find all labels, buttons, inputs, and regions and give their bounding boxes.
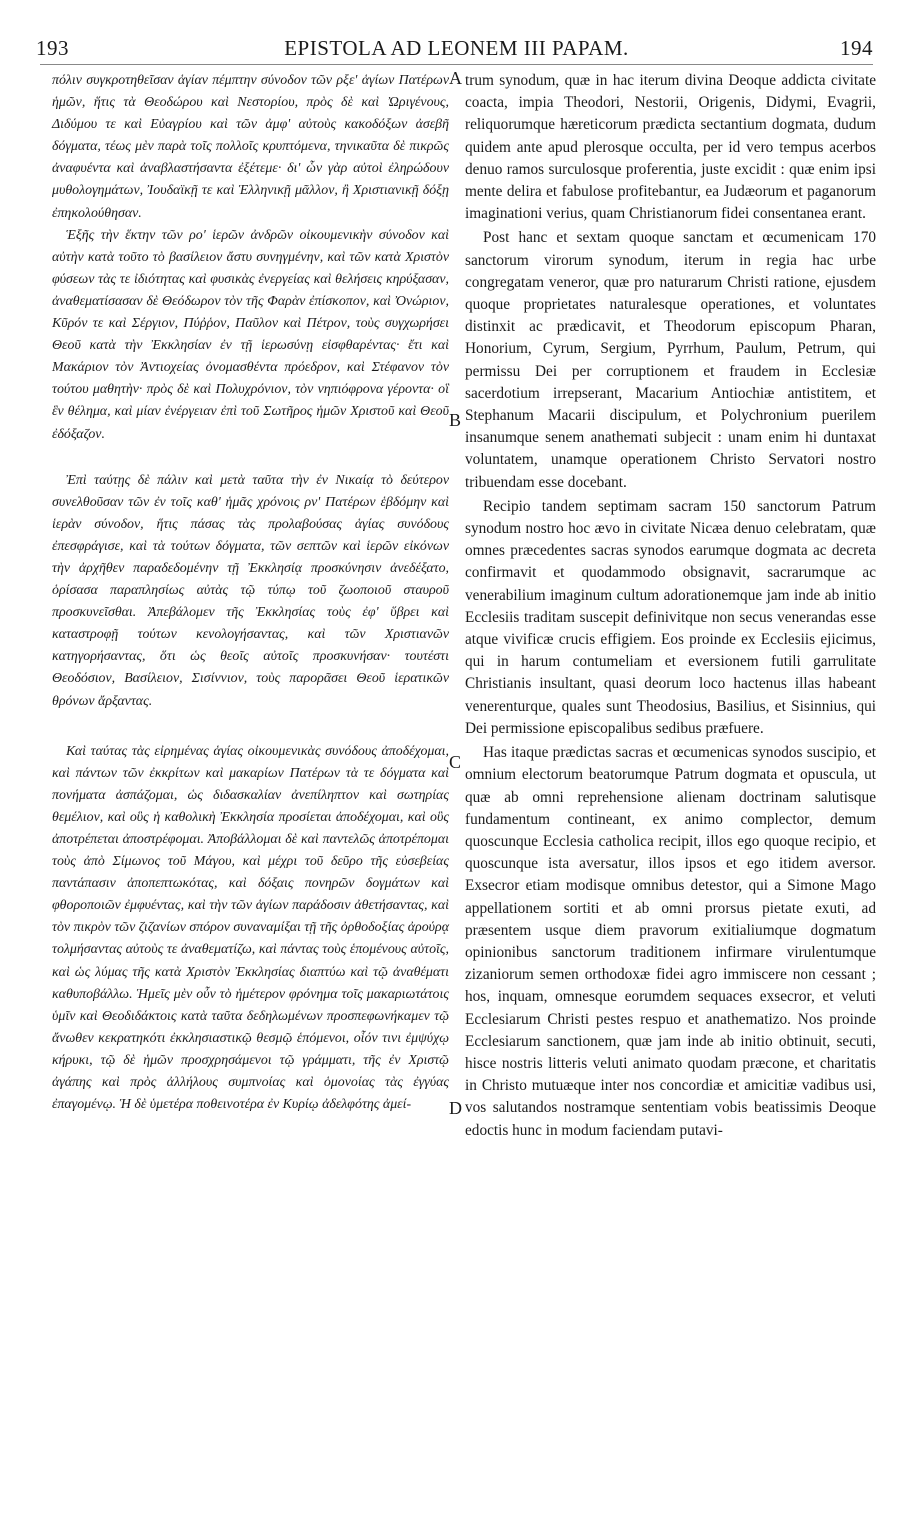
margin-marker-c: C [449,752,462,772]
greek-paragraph: Ἐπὶ ταύτῃς δὲ πάλιν καὶ μετὰ ταῦτα τὴν ἐν Νικαίᾳ τὸ δεύτερον συνελθοῦσαν τῶν ἐν τοῖς καθ' ἡμᾶς χρόνοις ρν' Πατέρων ἑβδόμην καὶ ἱερὰν σύνοδον, ἥτις πάσας τὰς προλαβούσας ἁγίας συνόδους ἐπεσφράγισε, καὶ τὰ τούτων δόγματα, τῶν σεπτῶν καὶ ἱερῶν εἰκόνων τὴν ἀρχῆθεν παραδεδομένην τῇ Ἐκκλησίᾳ προσκύνησιν ἀνεδέξατο, ὁρίσασα παραπλησίως αὐτὰς τῷ τύπῳ τοῦ ζωοποιοῦ σταυροῦ προσκυνεῖσθαι. Ἀπεβάλομεν τῆς Ἐκκλησίας τοὺς ἐφ' ὕβρει καὶ καταστροφῇ τούτων κενολογήσαντας, καὶ τῶν Χριστιανῶν κατηγορήσαντας, ὅτι ὡς θεοῖς αὐτοῖς προσκυνήσαν· τουτέστι Θεοδόσιον, Βασίλειον, Σισίννιον, τοὺς παρορᾶσει Θεοῦ ἱερατικῶν θρόνων ἄρξαντας. [52,472,449,709]
latin-column [465,70,876,1142]
latin-paragraph: Recipio tandem septimam sacram 150 sanctorum Patrum synodum nostro hoc ævo in civitate Nicæa denuo celebratam, quæ omnes præcedentes sacras synodos earumque dogmata ac decreta confirmavit et quodammodo obsignavit, sacrarumque ac venerabilium imaginum cultum adorationemque jam inde ab initio Ecclesiis traditam suscepit definivitque non secus venerandas esse atque vivificæ crucis effigiem. Eos proinde ex Ecclesiis ejicimus, qui in harum contumeliam et eversionem futili garrulitate Christianis insultant, quasi deorum loco hactenus illas habeant venerenturque, quales sunt Theodosius, Basilius, et Sisinnius, qui Dei permissione episcopalibus sedibus præfuere. [465,497,876,737]
greek-column [52,70,449,1116]
page-number-right: 194 [840,36,873,60]
running-title: EPISTOLA AD LEONEM III PAPAM. [284,36,629,60]
greek-paragraph: Καὶ ταύτας τὰς εἰρημένας ἁγίας οἰκουμενικὰς συνόδους ἀποδέχομαι, καὶ πάντων τῶν ἐκκρίτων καὶ μακαρίων Πατέρων τὰ τε δόγματα καὶ πονήματα ἀσπάζομαι, ὡς διδασκαλίαν ἀνεπίληπτον καὶ σωτηρίας θεμέλιον, καὶ οὓς ἡ καθολικὴ Ἐκκλησία προσίεται ἀποδέχομαι, καὶ οὓς ἀποτρέπεται ἀποστρέφομαι. Ἀποβάλλομαι δὲ καὶ παντελῶς ἀποτρέπομαι τοὺς ἀπὸ Σίμωνος τοῦ Μάγου, καὶ μέχρι τοῦ δεῦρο τῆς εὐσεβείας παντάπασιν ἀποπεπτωκότας, καὶ δόξαις πονηρῶν δογμάτων καὶ φθοροποιῶν ἐμφυέντας, καὶ τὴν τῶν ἁγίων παράδοσιν ἀθετήσαντας, καὶ τὸν πικρὸν τῶν ζιζανίων σπόρον συναναμίξαι τῇ τῆς ὀρθοδοξίας ἀρούρᾳ τολμήσαντας αὐτοὺς τε ἀναθεματίζω, καὶ πάντας τοὺς ἑπομένους αὐτοῖς, καὶ ὡς λύμας τῆς κατὰ Χριστὸν Ἐκκλησίας διαπτύω καὶ τῷ ἀναθέματι καθυποβάλλω. Ἡμεῖς μὲν οὖν τὸ ἡμέτερον φρόνημα τοῖς μακαριωτάτοις ὑμῖν καὶ Θεοδιδάκτοις κατὰ ταῦτα δεδηλωμένων προσπεφωνήκαμεν τῷ ἄνωθεν κεκρατηκότι ἐκκλησιαστικῷ θεσμῷ ἑπόμενοι, οἷόν τινι ἐμψύχῳ κήρυκι, τῷ δὲ ἡμῶν προσχρησάμενοι τῷ γράμματι, τῆς ἐν Χριστῷ ἀγάπης καὶ πρὸς ἀλλήλους συμπνοίας καὶ ὁμονοίας τὰς ἐγγύας ἐπαγομένῳ. Ἡ δὲ ὑμετέρα ποθεινοτέρα ἐν Κυρίῳ ἀδελφότης ἀμεί- [52,743,449,1113]
header-rule [40,64,873,65]
latin-paragraph: trum synodum, quæ in hac iterum divina Deoque addicta civitate coacta, impia Theodori, Nestorii, Origenis, Didymi, Evagrii, reliquorumque hæreticorum prædicta sectantium dogmata, dudum quidem ante apud plerosque occulta, per id vero tempus acerbos denuo ramos surculosque proferentia, juste excidit : quæ enim ipsi mente delira et fabulose profitebantur, ea Judæorum et paganorum imaginationi verius, quam Christianorum fidei consentanea erant. [465,72,876,223]
margin-marker-b: B [449,410,462,430]
margin-marker-a: A [449,68,462,88]
greek-paragraph: πόλιν συγκροτηθεῖσαν ἁγίαν πέμπτην σύνοδον τῶν ρξε' ἁγίων Πατέρων ἡμῶν, ἥτις τὰ Θεοδώρου καὶ Νεστορίου, πρὸς δὲ καὶ Ὠριγένους, Διδύμου τε καὶ Εὐαγρίου καὶ τῶν ἀμφ' αὐτοὺς κακοδόξων ἀσεβῆ δόγματα, τέως μὲν παρὰ τοῖς πολλοῖς κρυπτόμενα, τηνικαῦτα δὲ πικρῶς ἀναφυέντα καὶ ἀναβλαστήσαντα ἐξέτεμε· δι' ὧν γὰρ αὐτοὶ ἐληρώδουν μυθολογημάτων, Ἰουδαϊκῇ τε καὶ Ἑλληνικῇ μᾶλλον, ἢ Χριστιανικῇ δόξῃ ἐπηκολούθησαν. [52,73,449,221]
margin-marker-d: D [449,1098,462,1118]
latin-paragraph: Post hanc et sextam quoque sanctam et œcumenicam 170 sanctorum virorum synodum, iterum in regia hac urbe congregatam veneror, quæ pro naturarum Christi ratione, ejusdem quoque proprietates naturalesque operationes, et voluntates distinxit ac prædicavit, et Theodorum episcopum Pharan, Honorium, Cyrum, Sergium, Pyrrhum, Paulum, Petrum, qui permissu Dei per corruptionem et fraudem in Ecclesiæ sacerdotium irrepserant, Macarium Antiochiæ antistitem, et Stephanum Macarii discipulum, et Polychronium puerilem insanumque senem anathemati subjecit : unam enim hi duntaxat voluntatem, unamque operationem Christo Servatori nostro tribuendam esse docebant. [465,229,876,491]
greek-paragraph: Ἑξῆς τὴν ἕκτην τῶν ρο' ἱερῶν ἀνδρῶν οἰκουμενικὴν σύνοδον καὶ αὐτὴν κατὰ τοῦτο τὸ βασίλειον ἄστυ συνηγμένην, καὶ τῶν κατὰ Χριστὸν φύσεων τὰς τε ἰδιότητας καὶ φυσικὰς ἐνεργείας καὶ θελήσεις κηρύξασαν, ἀναθεματίσασαν δὲ Θεόδωρον τὸν τῆς Φαρὰν ἐπίσκοπον, καὶ Ὀνώριον, Κῦρόν τε καὶ Σέργιον, Πύῤῥον, Παῦλον καὶ Πέτρον, τοὺς συγχωρήσει Θεοῦ κατὰ τὴν Ἐκκλησίαν ἐν τῇ ἱερωσύνῃ εἰσφθαρέντας· ἔτι καὶ Μακάριον τὸν Ἀντιοχείας ὀνομασθέντα πρόεδρον, καὶ Στέφανον τὸν τούτου μαθητὴν· πρὸς δὲ καὶ Πολυχρόνιον, τὸν νηπιόφρονα γέροντα· οἳ ἓν θέλημα, καὶ μίαν ἐνέργειαν ἐπὶ τοῦ Σωτῆρος ἡμῶν Χριστοῦ καὶ Θεοῦ ἐδόξαζον. [52,227,449,442]
latin-paragraph: Has itaque prædictas sacras et œcumenicas synodos suscipio, et omnium electorum beatorumque Patrum dogmata et opuscula, ut quæ ab omni reprehensione alienam doctrinam salutisque fundamentum contineant, ex animo complector, demum quoscunque Ecclesia catholica recipit, illos ego quoque recipio, et quoscunque ista aversatur, illos ipsos et ego itidem aversor. Exsecror etiam modisque omnibus detestor, qui a Simone Mago appellationem sortiti et ab omni prorsus pietate exuti, ad præsentem usque diem pravorum exitialiumque dogmatum opinionibus sanctorum traditionem infirmare virulentumque zizaniorum semen orthodoxæ fidei agro immiscere non cessant ; hos, inquam, omnesque eorumdem sequaces exsecror, et veluti Ecclesiarum Christi pestes respuo et anathematizo. Nos proinde Ecclesiarum sanctionem, quæ jam inde ab initio obtinuit, secuti, hisce nostris litteris veluti animato quodam præcone, et charitatis in Christo mutuæque inter nos concordiæ et amicitiæ vadibus usi, vos salutandos nostramque sententiam vobis beatissimis Deoque edoctis hunc in modum faciendam putavi- [465,744,876,1139]
page-number-left: 193 [36,36,69,60]
